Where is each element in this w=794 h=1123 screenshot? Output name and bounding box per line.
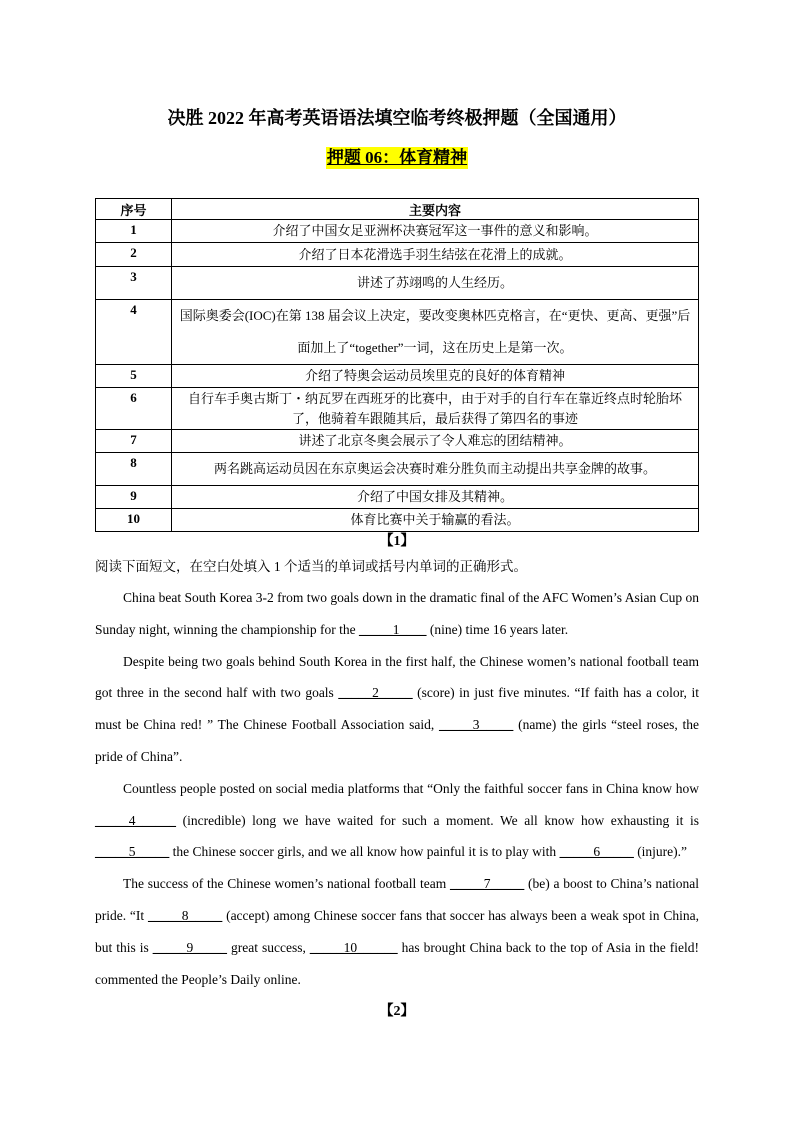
row-text: 介绍了日本花滑选手羽生结弦在花滑上的成就。	[172, 243, 699, 267]
text: Despite being two goals behind South Korea in the first half, the Chinese women’s national football team got three in the second half with two goals	[95, 653, 699, 701]
text: (score) in just five minutes. “If faith has a color, it must be China red! ” The Chinese Football Association said,	[95, 685, 699, 733]
row-text: 两名跳高运动员因在东京奥运会决赛时难分胜负而主动提出共享金牌的故事。	[172, 453, 699, 486]
text: (name) the girls “steel roses, the pride of China”.	[95, 717, 699, 764]
section-1-heading: 【1】	[379, 534, 415, 549]
instruction: 阅读下面短文，在空白处填入 1 个适当的单词或括号内单词的正确形式。	[95, 559, 527, 574]
row-num: 2	[96, 243, 172, 267]
table-row	[96, 486, 699, 509]
section-2-heading: 【2】	[379, 1004, 415, 1019]
row-num: 1	[96, 220, 172, 243]
row-text: 体育比赛中关于输赢的看法。	[172, 509, 699, 532]
paragraph-1	[95, 582, 699, 646]
blank-4[interactable]: _____4______	[95, 812, 176, 828]
row-text: 讲述了北京冬奥会展示了令人难忘的团结精神。	[172, 430, 699, 453]
blank-2[interactable]: _____2_____	[338, 685, 413, 701]
text: China beat South Korea 3-2 from two goals down in the dramatic final of the AFC Women’s Asian Cup on Sunday night, winning the championship for the	[95, 590, 699, 637]
topics-table	[95, 198, 699, 532]
table-row	[96, 243, 699, 267]
table-row	[96, 388, 699, 430]
blank-7[interactable]: _____7_____	[449, 876, 525, 892]
header-content: 主要内容	[172, 199, 699, 220]
page-subtitle: 押题 06：体育精神	[326, 148, 468, 167]
table-row	[96, 509, 699, 532]
table-row	[96, 300, 699, 365]
text: (nine) time 16 years later.	[426, 621, 569, 637]
blank-8[interactable]: _____8_____	[148, 907, 223, 923]
table-row	[96, 365, 699, 388]
row-num: 7	[96, 430, 172, 453]
row-text: 介绍了中国女排及其精神。	[172, 486, 699, 509]
text: (incredible) long we have waited for such a moment. We all know how exhausting it is	[176, 812, 699, 828]
text: the Chinese soccer girls, and we all know how painful it is to play with	[169, 844, 560, 860]
text: (accept) among Chinese soccer fans that soccer has always been a weak spot in China, but this is	[95, 907, 699, 955]
table-header-row	[96, 199, 699, 220]
subtitle-wrap	[0, 147, 794, 169]
blank-6[interactable]: _____6_____	[559, 844, 634, 860]
text: Countless people posted on social media platforms that “Only the faithful soccer fans in China know how	[123, 780, 699, 796]
header-num: 序号	[96, 199, 172, 220]
text: great success,	[227, 939, 310, 955]
blank-1[interactable]: _____1____	[358, 621, 427, 637]
blank-3[interactable]: _____3_____	[439, 717, 514, 733]
row-num: 9	[96, 486, 172, 509]
row-num: 4	[96, 300, 172, 365]
paragraph-2	[95, 646, 699, 773]
blank-9[interactable]: _____9_____	[152, 939, 227, 955]
text: (injure).”	[633, 844, 688, 860]
row-num: 8	[96, 453, 172, 486]
row-text: 介绍了特奥会运动员埃里克的良好的体育精神	[172, 365, 699, 388]
table-row	[96, 267, 699, 300]
blank-5[interactable]: _____5_____	[95, 844, 170, 860]
row-num: 3	[96, 267, 172, 300]
row-text: 介绍了中国女足亚洲杯决赛冠军这一事件的意义和影响。	[172, 220, 699, 243]
row-text: 国际奥委会(IOC)在第 138 届会议上决定，要改变奥林匹克格言，在“更快、更高、更强”后面加上了“together”一词，这在历史上是第一次。	[172, 300, 699, 365]
table-row	[96, 430, 699, 453]
row-num: 10	[96, 509, 172, 532]
page-title: 决胜 2022 年高考英语语法填空临考终极押题（全国通用）	[167, 108, 627, 128]
paragraph-3	[95, 773, 699, 868]
table-row	[96, 453, 699, 486]
row-text: 自行车手奥古斯丁・纳瓦罗在西班牙的比赛中，由于对手的自行车在靠近终点时轮胎坏了，他骑着车跟随其后，最后获得了第四名的事迹	[172, 388, 699, 430]
paragraph-4	[95, 868, 699, 995]
text: (be) a boost to China’s national pride. “It	[95, 876, 699, 923]
row-num: 5	[96, 365, 172, 388]
text: has brought China back to the top of Asia in the field! commented the People’s Daily online.	[95, 939, 699, 987]
row-text: 讲述了苏翊鸣的人生经历。	[172, 267, 699, 300]
row-num: 6	[96, 388, 172, 430]
passage	[95, 582, 699, 995]
blank-10[interactable]: _____10______	[309, 939, 398, 955]
table-row	[96, 220, 699, 243]
text: The success of the Chinese women’s national football team	[123, 876, 450, 892]
